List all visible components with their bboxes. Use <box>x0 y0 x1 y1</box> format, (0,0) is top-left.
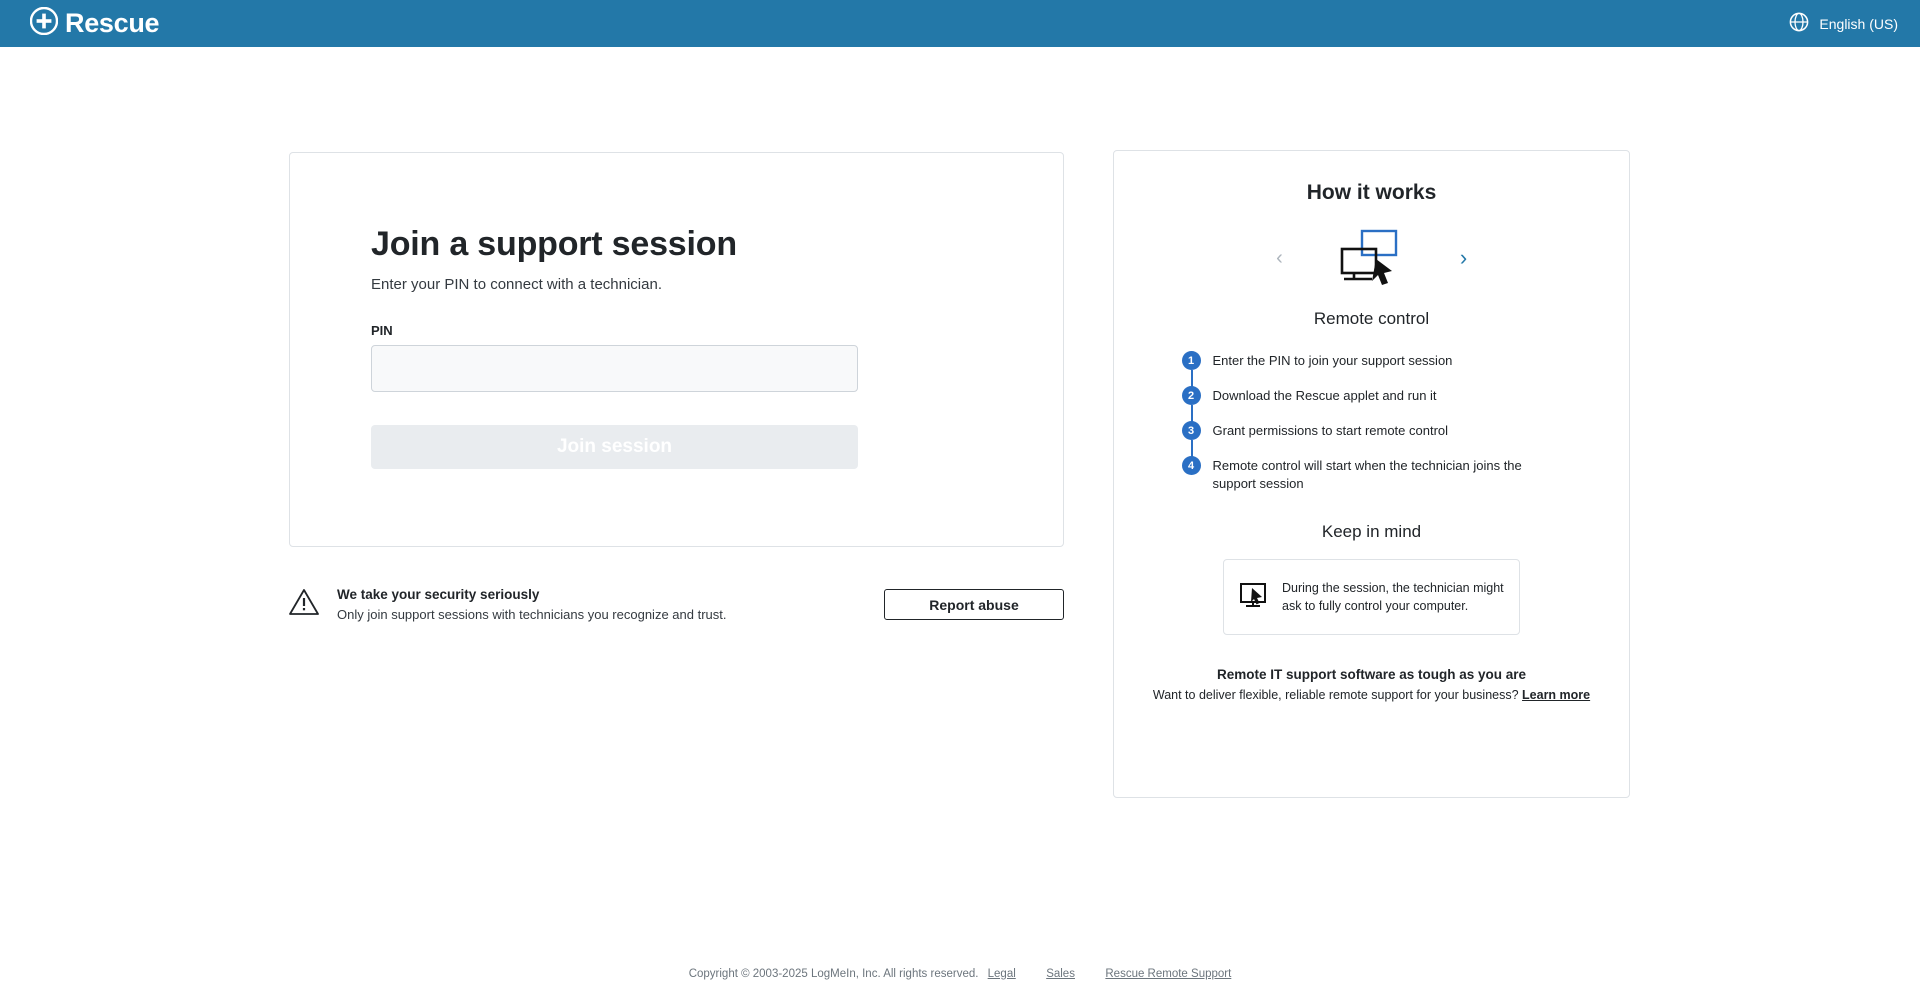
rescue-cross-icon <box>30 7 58 40</box>
keep-in-mind-title: Keep in mind <box>1321 522 1422 542</box>
chevron-right-icon[interactable]: › <box>1459 245 1468 270</box>
step-number: 3 <box>1182 421 1201 440</box>
footer-link-sales[interactable]: Sales <box>1046 968 1075 980</box>
step-number: 1 <box>1182 351 1201 370</box>
keep-in-mind-box <box>1223 559 1520 635</box>
how-it-works-card <box>1113 150 1630 798</box>
rescue-logo[interactable] <box>30 7 159 40</box>
page-body <box>0 47 1920 993</box>
pin-input[interactable] <box>371 345 858 392</box>
footer-link-legal[interactable]: Legal <box>987 968 1016 980</box>
screen-cursor-icon <box>1238 581 1268 614</box>
report-abuse-button[interactable]: Report abuse <box>884 589 1064 620</box>
remote-control-screen-icon <box>1332 227 1412 289</box>
list-item <box>1182 421 1562 440</box>
promo-text: Want to deliver flexible, reliable remote support for your business? <box>1152 688 1519 703</box>
language-label: English (US) <box>1819 15 1898 32</box>
globe-icon <box>1789 12 1809 35</box>
promo-title: Remote IT support software as tough as you are <box>1216 667 1527 683</box>
keep-in-mind-text: During the session, the technician might ask to fully control your computer. <box>1282 580 1504 614</box>
promo-block <box>1114 667 1629 702</box>
language-selector[interactable] <box>1789 12 1898 35</box>
carousel-slide-title: Remote control <box>1313 309 1430 328</box>
list-item <box>1182 351 1562 370</box>
steps-list <box>1182 351 1562 492</box>
security-text: Only join support sessions with technicians you recognize and trust. <box>337 607 727 622</box>
how-it-works-carousel <box>1114 227 1629 289</box>
join-session-card <box>289 152 1064 547</box>
page-subtitle: Enter your PIN to connect with a technician. <box>371 276 662 293</box>
promo-subtitle <box>1114 688 1629 702</box>
copyright-text: Copyright © 2003-2025 LogMeIn, Inc. All rights reserved. <box>688 968 979 980</box>
learn-more-link[interactable]: Learn more <box>1522 688 1591 703</box>
how-it-works-title: How it works <box>1306 181 1437 204</box>
pin-label: PIN <box>371 323 393 338</box>
footer-link-rescue-remote-support[interactable]: Rescue Remote Support <box>1105 968 1232 980</box>
top-header-bar <box>0 0 1920 47</box>
join-session-button[interactable]: Join session <box>371 425 858 469</box>
security-notice <box>289 587 1064 622</box>
step-text: Grant permissions to start remote control <box>1212 423 1449 438</box>
step-number: 4 <box>1182 456 1201 475</box>
list-item <box>1182 386 1562 405</box>
warning-triangle-icon <box>289 588 319 621</box>
list-item <box>1182 456 1562 492</box>
step-number: 2 <box>1182 386 1201 405</box>
security-message <box>289 587 726 622</box>
page-title: Join a support session <box>371 225 737 263</box>
brand-name: Rescue <box>65 8 160 38</box>
footer <box>0 968 1920 980</box>
chevron-left-icon[interactable]: ‹ <box>1276 246 1283 269</box>
step-text: Download the Rescue applet and run it <box>1212 388 1437 403</box>
step-text: Enter the PIN to join your support session <box>1212 353 1453 368</box>
step-text: Remote control will start when the technician joins the support session <box>1212 458 1522 491</box>
security-title: We take your security seriously <box>337 587 540 602</box>
